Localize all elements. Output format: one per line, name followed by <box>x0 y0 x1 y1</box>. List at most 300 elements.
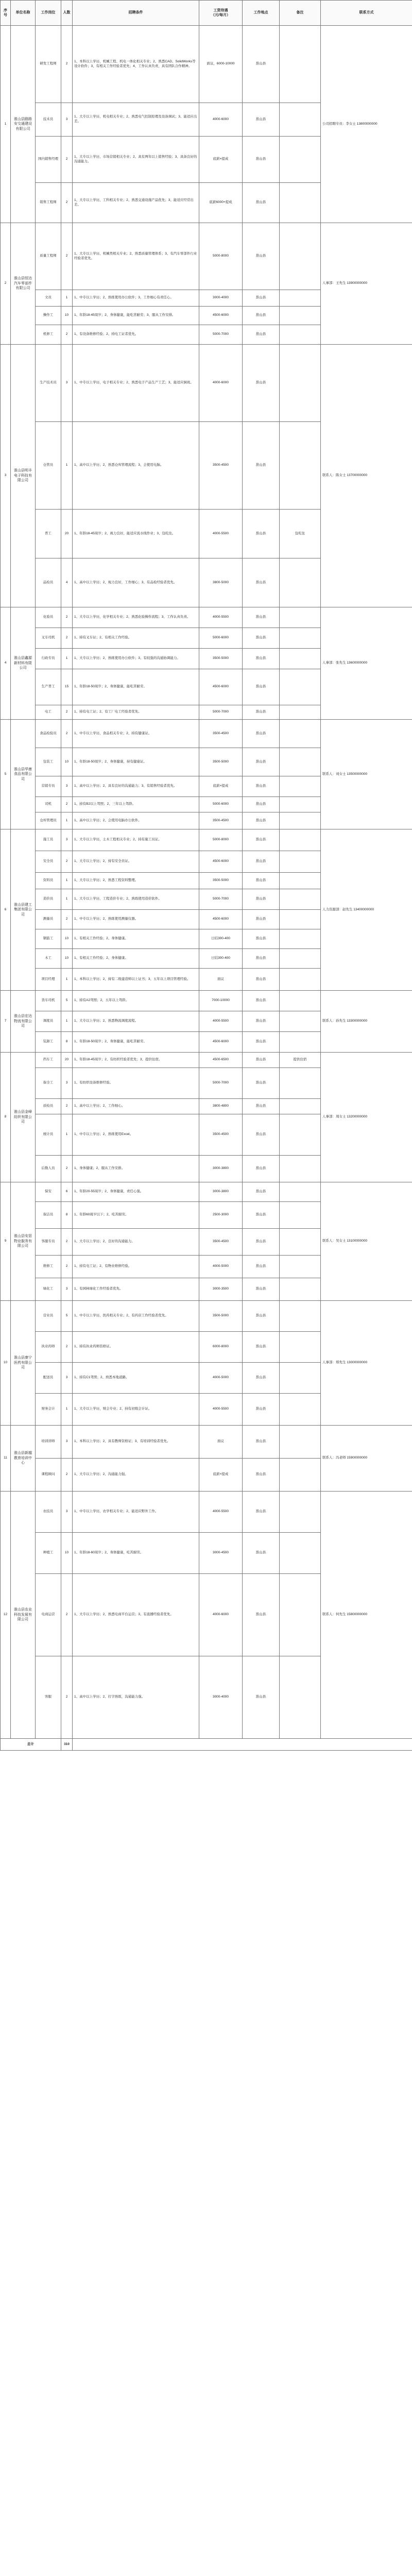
job-note <box>280 829 321 851</box>
job-title: 种植工 <box>36 1533 61 1574</box>
job-salary: 底薪+提成 <box>199 776 243 797</box>
job-count: 2 <box>61 223 73 290</box>
job-location: 淮山县 <box>243 851 280 873</box>
job-salary: 4500-6000 <box>199 1032 243 1053</box>
job-location: 淮山县 <box>243 1533 280 1574</box>
job-location: 淮山县 <box>243 797 280 812</box>
job-location: 淮山县 <box>243 1363 280 1394</box>
job-requirements: 1、大专以上学历；2、熟悉物流调度流程。 <box>73 1011 199 1032</box>
company-contact: 人事部：周女士 13200000000 <box>321 1053 412 1182</box>
job-note <box>280 1182 321 1202</box>
job-location: 淮山县 <box>243 510 280 558</box>
job-salary: 4000-6000 <box>199 1574 243 1656</box>
job-note <box>280 991 321 1011</box>
job-location: 淮山县 <box>243 1332 280 1363</box>
job-requirements: 1、高中以上学历；2、工作细心。 <box>73 1099 199 1114</box>
total-row <box>1 1739 412 1751</box>
header-count: 人数 <box>61 1 73 26</box>
job-salary: 3500-5000 <box>199 748 243 776</box>
job-requirements: 1、大专以上学历；2、沟通能力强。 <box>73 1459 199 1492</box>
job-table-body <box>1 26 412 1739</box>
job-location: 淮山县 <box>243 307 280 325</box>
job-requirements: 1、本科以上学历；2、持有二级建造师以上证书；3、五年以上项目管理经验。 <box>73 969 199 991</box>
job-requirements: 1、中专以上学历，农学相关专业；2、能适应野外工作。 <box>73 1492 199 1533</box>
job-salary: 4500-6000 <box>199 669 243 705</box>
job-salary: 3500-5000 <box>199 649 243 669</box>
job-title: 农技员 <box>36 1492 61 1533</box>
job-requirements: 1、年龄18-50周岁；2、身体健康，持有健康证。 <box>73 748 199 776</box>
job-requirements: 1、中专以上学历；2、熟练使用Excel。 <box>73 1114 199 1156</box>
table-row <box>1 1492 412 1533</box>
job-salary: 4500-6500 <box>199 1053 243 1068</box>
company-name: 淮山县安居物业服务有限公司 <box>11 1182 36 1301</box>
job-title: 国内销售经理 <box>36 137 61 183</box>
job-note <box>280 1229 321 1256</box>
job-salary: 3500-4500 <box>199 1114 243 1156</box>
job-location: 淮山县 <box>243 1459 280 1492</box>
job-requirements: 1、持有电工证；2、有物业维修经验。 <box>73 1256 199 1278</box>
table-row <box>1 720 412 748</box>
job-location: 淮山县 <box>243 829 280 851</box>
job-note <box>280 345 321 422</box>
job-note <box>280 720 321 748</box>
job-title: 培训讲师 <box>36 1426 61 1459</box>
job-requirements: 1、年龄20-55周岁；2、身体健康，责任心强。 <box>73 1182 199 1202</box>
job-location: 淮山县 <box>243 1278 280 1301</box>
job-count: 2 <box>61 137 73 183</box>
job-requirements: 1、年龄18-50周岁；2、身体健康，能吃苦耐劳。 <box>73 1032 199 1053</box>
total-count: 310 <box>61 1739 73 1751</box>
job-requirements: 1、有纺织设备维修经验。 <box>73 1068 199 1099</box>
company-contact: 公司招聘专员：李女士 13800000000 <box>321 26 412 223</box>
job-location: 淮山县 <box>243 669 280 705</box>
job-count: 2 <box>61 183 73 223</box>
job-requirements: 1、年龄18-45周岁；2、视力良好，能适应流水线作业；3、包吃住。 <box>73 510 199 558</box>
company-index: 12 <box>1 1492 11 1739</box>
company-name: 淮山县建工集团有限公司 <box>11 829 36 991</box>
job-note <box>280 1032 321 1053</box>
job-location: 淮山县 <box>243 1492 280 1533</box>
job-location: 淮山县 <box>243 720 280 748</box>
job-requirements: 1、高中以上学历；2、打字熟练，沟通能力强。 <box>73 1656 199 1739</box>
table-row <box>1 223 412 290</box>
table-row <box>1 26 412 103</box>
job-title: 品检员 <box>36 558 61 607</box>
job-location: 淮山县 <box>243 1394 280 1426</box>
job-note <box>280 797 321 812</box>
job-count: 3 <box>61 1068 73 1099</box>
job-salary: 3000-4500 <box>199 1533 243 1574</box>
company-name: 淮山县华康食品有限公司 <box>11 720 36 829</box>
job-count: 15 <box>61 669 73 705</box>
job-salary: 3000-4000 <box>199 290 243 307</box>
job-requirements: 1、大专以上学历；2、熟练使用办公软件；3、有较强的沟通协调能力。 <box>73 649 199 669</box>
job-note <box>280 1363 321 1394</box>
job-location: 淮山县 <box>243 649 280 669</box>
job-title: 维修工 <box>36 1256 61 1278</box>
job-salary: 5000-6000 <box>199 628 243 649</box>
job-salary: 4000-5500 <box>199 510 243 558</box>
job-note <box>280 103 321 137</box>
job-requirements: 1、中专以上学历；2、熟练使用办公软件；3、工作细心有责任心。 <box>73 290 199 307</box>
job-note <box>280 290 321 307</box>
job-salary: 3800-5000 <box>199 558 243 607</box>
job-location: 淮山县 <box>243 812 280 829</box>
company-name: 淮山县宏达物流有限公司 <box>11 991 36 1053</box>
job-salary: 3000-3500 <box>199 1278 243 1301</box>
job-salary: 3000-4000 <box>199 1656 243 1739</box>
job-requirements: 1、大专以上学历，工科相关专业；2、熟悉交通设施产品优先；3、能适应经常出差。 <box>73 183 199 223</box>
job-note <box>280 1394 321 1426</box>
job-count: 3 <box>61 103 73 137</box>
job-salary: 3000-3800 <box>199 1182 243 1202</box>
job-count: 2 <box>61 797 73 812</box>
job-note <box>280 776 321 797</box>
job-count: 2 <box>61 1656 73 1739</box>
job-salary: 4000-5500 <box>199 1492 243 1533</box>
job-count: 4 <box>61 558 73 607</box>
company-index: 8 <box>1 1053 11 1182</box>
job-note <box>280 1492 321 1533</box>
company-contact: 联系人：刘女士 13500000000 <box>321 720 412 829</box>
job-note <box>280 705 321 720</box>
job-note <box>280 1459 321 1492</box>
job-title: 营销专员 <box>36 776 61 797</box>
job-title: 电工 <box>36 705 61 720</box>
job-requirements: 1、中专以上学历；2、熟练使用测量仪器。 <box>73 910 199 929</box>
job-location: 淮山县 <box>243 1068 280 1099</box>
company-index: 1 <box>1 26 11 223</box>
job-title: 生产技术员 <box>36 345 61 422</box>
company-index: 7 <box>1 991 11 1053</box>
job-title: 研发工程师 <box>36 26 61 103</box>
job-salary: 3000-3800 <box>199 1156 243 1182</box>
job-location: 淮山县 <box>243 103 280 137</box>
job-requirements: 1、身体健康；2、服从工作安排。 <box>73 1156 199 1182</box>
job-requirements: 1、年龄18-50周岁；2、身体健康，能吃苦耐劳。 <box>73 669 199 705</box>
job-location: 淮山县 <box>243 969 280 991</box>
table-row <box>1 1182 412 1202</box>
job-location: 淮山县 <box>243 26 280 103</box>
job-salary: 底薪+提成 <box>199 137 243 183</box>
job-requirements: 1、年龄60周岁以下；2、吃苦耐劳。 <box>73 1202 199 1229</box>
job-title: 包装工 <box>36 748 61 776</box>
job-salary: 3500-4500 <box>199 1229 243 1256</box>
job-note <box>280 748 321 776</box>
job-note <box>280 325 321 345</box>
job-title: 配送员 <box>36 1363 61 1394</box>
job-note <box>280 1278 321 1301</box>
job-location: 淮山县 <box>243 889 280 910</box>
job-location: 淮山县 <box>243 1574 280 1656</box>
company-contact: 联系人：何先生 15800000000 <box>321 1492 412 1739</box>
header-salary: 工资待遇 （元/每月） <box>199 1 243 26</box>
job-requirements: 1、本科以上学历；2、具有教师资格证；3、有培训经验者优先。 <box>73 1426 199 1459</box>
job-note <box>280 137 321 183</box>
company-index: 3 <box>1 345 11 607</box>
job-salary: 5000-7000 <box>199 889 243 910</box>
job-note <box>280 873 321 889</box>
company-name: 淮山县金峰纺织有限公司 <box>11 1053 36 1182</box>
job-count: 1 <box>61 1394 73 1426</box>
job-location: 淮山县 <box>243 290 280 307</box>
job-count: 1 <box>61 290 73 307</box>
job-note <box>280 558 321 607</box>
job-location: 淮山县 <box>243 422 280 510</box>
job-count: 2 <box>61 325 73 345</box>
job-salary: 4000-6000 <box>199 345 243 422</box>
job-title: 资料员 <box>36 873 61 889</box>
job-count: 2 <box>61 1256 73 1278</box>
job-location: 淮山县 <box>243 137 280 183</box>
job-title: 项目经理 <box>36 969 61 991</box>
job-requirements: 1、年龄18-60周岁；2、身体健康，吃苦耐劳。 <box>73 1533 199 1574</box>
table-row <box>1 1426 412 1459</box>
job-count: 2 <box>61 851 73 873</box>
job-salary: 4000-5500 <box>199 1011 243 1032</box>
job-title: 技术员 <box>36 103 61 137</box>
company-contact: 人事部：王先生 13900000000 <box>321 223 412 345</box>
job-title: 客服专员 <box>36 1229 61 1256</box>
job-count: 10 <box>61 748 73 776</box>
job-requirements: 1、有相关工作经验；2、身体健康。 <box>73 949 199 969</box>
job-note <box>280 607 321 628</box>
company-index: 5 <box>1 720 11 829</box>
job-requirements: 1、大专以上学历；2、良好的沟通能力。 <box>73 1229 199 1256</box>
job-note <box>280 1332 321 1363</box>
header-company: 单位名称 <box>11 1 36 26</box>
job-count: 3 <box>61 1426 73 1459</box>
job-requirements: 1、大专以上学历，财会专业；2、持有初级会计证。 <box>73 1394 199 1426</box>
job-title: 装卸工 <box>36 1032 61 1053</box>
job-salary: 5000-8000 <box>199 829 243 851</box>
job-requirements: 1、年龄18-45周岁；2、身体健康，能吃苦耐劳；3、服从工作安排。 <box>73 307 199 325</box>
company-name: 淮山县新越教育培训中心 <box>11 1426 36 1492</box>
job-count: 2 <box>61 1229 73 1256</box>
job-title: 食品检验员 <box>36 720 61 748</box>
job-requirements: 1、中专以上学历，食品相关专业；2、持有健康证。 <box>73 720 199 748</box>
job-note <box>280 1426 321 1459</box>
job-location: 淮山县 <box>243 910 280 929</box>
header-position: 工作岗位 <box>36 1 61 26</box>
job-location: 淮山县 <box>243 1202 280 1229</box>
job-location: 淮山县 <box>243 325 280 345</box>
job-location: 淮山县 <box>243 1426 280 1459</box>
job-title: 质检员 <box>36 1099 61 1114</box>
job-count: 1 <box>61 873 73 889</box>
job-requirements: 1、有设备维修经验；2、持电工证者优先。 <box>73 325 199 345</box>
job-note <box>280 669 321 705</box>
job-count: 2 <box>61 910 73 929</box>
job-requirements: 1、大专以上学历，工程造价专业；2、熟练使用造价软件。 <box>73 889 199 910</box>
job-salary: 7000-10000 <box>199 991 243 1011</box>
job-note <box>280 307 321 325</box>
company-name: 淮山县康宁医药有限公司 <box>11 1301 36 1426</box>
job-requirements: 1、高中以上学历；2、熟悉仓库管理流程；3、会使用电脑。 <box>73 422 199 510</box>
job-title: 货车司机 <box>36 991 61 1011</box>
job-requirements: 1、大专以上学历，土木工程相关专业；2、持有施工员证。 <box>73 829 199 851</box>
job-count: 1 <box>61 1114 73 1156</box>
job-location: 淮山县 <box>243 776 280 797</box>
job-count: 10 <box>61 929 73 949</box>
company-contact: 人事部：郑先生 13000000000 <box>321 1301 412 1426</box>
job-count: 5 <box>61 991 73 1011</box>
job-requirements: 1、持有B2以上驾照；2、三年以上驾龄。 <box>73 797 199 812</box>
job-count: 2 <box>61 720 73 748</box>
job-count: 1 <box>61 422 73 510</box>
job-title: 仓库管理员 <box>36 812 61 829</box>
job-salary: 4000-5000 <box>199 1363 243 1394</box>
job-location: 淮山县 <box>243 748 280 776</box>
job-title: 绿化工 <box>36 1278 61 1301</box>
job-location: 淮山县 <box>243 1656 280 1739</box>
job-title: 调度员 <box>36 1011 61 1032</box>
job-note <box>280 1656 321 1739</box>
job-title: 执业药师 <box>36 1332 61 1363</box>
company-index: 4 <box>1 607 11 720</box>
job-note: 提供住宿 <box>280 1053 321 1068</box>
job-requirements: 1、中专以上学历，电子相关专业；2、熟悉电子产品生产工艺；3、能适应倒班。 <box>73 345 199 422</box>
job-count: 2 <box>61 628 73 649</box>
job-location: 淮山县 <box>243 1032 280 1053</box>
job-salary: 6000-8000 <box>199 1332 243 1363</box>
job-count: 3 <box>61 776 73 797</box>
job-salary: 日结300-400 <box>199 949 243 969</box>
job-salary: 日结300-400 <box>199 929 243 949</box>
job-location: 淮山县 <box>243 223 280 290</box>
job-note <box>280 812 321 829</box>
job-count: 10 <box>61 307 73 325</box>
job-note <box>280 1533 321 1574</box>
job-salary: 3500-4500 <box>199 812 243 829</box>
job-location: 淮山县 <box>243 705 280 720</box>
job-count: 10 <box>61 949 73 969</box>
job-salary: 4000-5000 <box>199 1256 243 1278</box>
job-requirements: 1、大专以上学历，机械类相关专业；2、熟悉质量管理体系；3、有汽车零部件行业经验者优先。 <box>73 223 199 290</box>
job-title: 文员 <box>36 290 61 307</box>
job-requirements: 1、大专以上学历，化学相关专业；2、熟悉化验操作流程；3、工作认真负责。 <box>73 607 199 628</box>
job-salary: 4000-5500 <box>199 1394 243 1426</box>
job-salary: 3500-4500 <box>199 422 243 510</box>
header-requirements: 招聘条件 <box>73 1 199 26</box>
job-requirements: 1、持有A2驾照；2、五年以上驾龄。 <box>73 991 199 1011</box>
company-index: 9 <box>1 1182 11 1301</box>
job-count: 5 <box>61 1301 73 1332</box>
job-salary: 面议，6000-10000 <box>199 26 243 103</box>
job-count: 10 <box>61 1533 73 1574</box>
job-title: 施工员 <box>36 829 61 851</box>
job-count: 3 <box>61 1492 73 1533</box>
table-row <box>1 345 412 422</box>
job-count: 2 <box>61 1099 73 1114</box>
company-contact: 联系人：冯老师 15900000000 <box>321 1426 412 1492</box>
job-salary: 5000-6000 <box>199 797 243 812</box>
job-count: 20 <box>61 510 73 558</box>
job-note <box>280 223 321 290</box>
job-count: 2 <box>61 1156 73 1182</box>
job-salary: 3800-4800 <box>199 1099 243 1114</box>
job-location: 淮山县 <box>243 1099 280 1114</box>
job-requirements: 1、高中以上学历；2、会使用电脑办公软件。 <box>73 812 199 829</box>
company-name: 淮山县恒达汽车零部件有限公司 <box>11 223 36 345</box>
job-location: 淮山县 <box>243 1053 280 1068</box>
job-title: 生产普工 <box>36 669 61 705</box>
job-location: 淮山县 <box>243 1156 280 1182</box>
job-note <box>280 1068 321 1099</box>
job-location: 淮山县 <box>243 991 280 1011</box>
job-salary: 3500-5000 <box>199 1301 243 1332</box>
table-row <box>1 1301 412 1332</box>
job-title: 挡车工 <box>36 1053 61 1068</box>
job-location: 淮山县 <box>243 607 280 628</box>
job-count: 8 <box>61 1032 73 1053</box>
job-salary: 面议 <box>199 969 243 991</box>
company-index: 2 <box>1 223 11 345</box>
job-requirements: 1、本科以上学历，机械工程、机电一体化相关专业；2、熟悉CAD、SolidWorks等设计软件；3、有相关工作经验者优先；4、工作认真负责，具有团队合作精神。 <box>73 26 199 103</box>
header-notes: 备注 <box>280 1 321 26</box>
table-row <box>1 991 412 1011</box>
job-location: 淮山县 <box>243 345 280 422</box>
job-title: 司机 <box>36 797 61 812</box>
job-count: 20 <box>61 1053 73 1068</box>
job-title: 化验员 <box>36 607 61 628</box>
job-count: 1 <box>61 812 73 829</box>
job-title: 电商运营 <box>36 1574 61 1656</box>
job-note <box>280 1301 321 1332</box>
company-contact: 人事部：张先生 13600000000 <box>321 607 412 720</box>
job-note <box>280 889 321 910</box>
job-requirements: 1、有园林绿化工作经验者优先。 <box>73 1278 199 1301</box>
job-title: 普工 <box>36 510 61 558</box>
job-requirements: 1、年龄18-45周岁；2、有纺织经验者优先；3、提供住宿。 <box>73 1053 199 1068</box>
job-requirements: 1、大专以上学历，市场营销相关专业；2、具有两年以上销售经验；3、具备良好的沟通能力。 <box>73 137 199 183</box>
job-location: 淮山县 <box>243 1182 280 1202</box>
job-requirements: 1、持有C1驾照；2、熟悉本地道路。 <box>73 1363 199 1394</box>
job-title: 测量员 <box>36 910 61 929</box>
job-note <box>280 1156 321 1182</box>
job-title: 造价员 <box>36 889 61 910</box>
job-location: 淮山县 <box>243 558 280 607</box>
job-requirements: 1、大专以上学历，机电相关专业；2、熟悉电气控制原理及设备调试；3、能适应出差。 <box>73 103 199 137</box>
job-note <box>280 1202 321 1229</box>
company-name: 淮山县农业科技发展有限公司 <box>11 1492 36 1739</box>
job-requirements: 1、有相关工作经验；2、身体健康。 <box>73 929 199 949</box>
job-count: 2 <box>61 1332 73 1363</box>
company-name: 淮山县明丰电子科技有限公司 <box>11 345 36 607</box>
job-title: 机修工 <box>36 325 61 345</box>
job-note <box>280 1256 321 1278</box>
job-count: 6 <box>61 1182 73 1202</box>
job-note <box>280 949 321 969</box>
job-requirements: 1、大专以上学历；2、熟悉工程资料整理。 <box>73 873 199 889</box>
header-index: 序号 <box>1 1 11 26</box>
job-location: 淮山县 <box>243 873 280 889</box>
job-requirements: 1、高中以上学历；2、具有良好的沟通能力；3、有销售经验者优先。 <box>73 776 199 797</box>
job-requirements: 1、持有叉车证；2、有相关工作经验。 <box>73 628 199 649</box>
job-requirements: 1、大专以上学历；2、持有安全员证。 <box>73 851 199 873</box>
table-row <box>1 1053 412 1068</box>
job-count: 8 <box>61 1202 73 1229</box>
company-name: 淮山县路路安交通建设有限公司 <box>11 26 36 223</box>
job-count: 1 <box>61 969 73 991</box>
job-salary: 底薪+提成 <box>199 1459 243 1492</box>
job-salary: 4500-6000 <box>199 307 243 325</box>
job-location: 淮山县 <box>243 949 280 969</box>
job-location: 淮山县 <box>243 1256 280 1278</box>
job-title: 保洁员 <box>36 1202 61 1229</box>
job-title: 后勤人员 <box>36 1156 61 1182</box>
job-count: 3 <box>61 829 73 851</box>
